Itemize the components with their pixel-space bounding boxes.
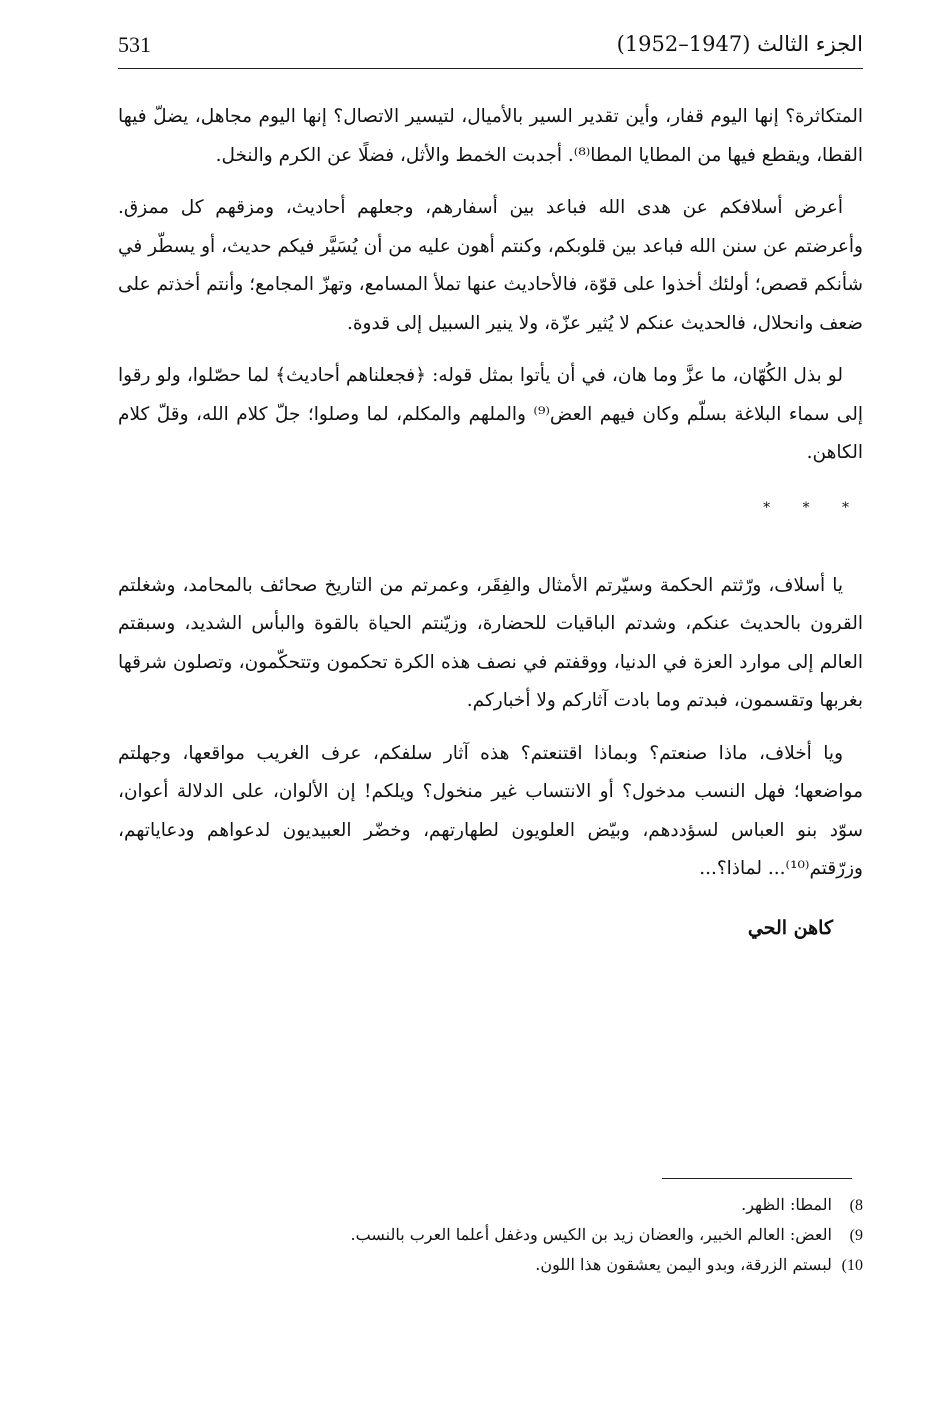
footnote-text: المطا: الظهر.: [741, 1195, 832, 1214]
page-number: 531: [118, 32, 151, 57]
paragraph: أعرض أسلافكم عن هدى الله فباعد بين أسفارهم، وجعلهم أحاديث، ومزقهم كل ممزق. وأعرضتم عن سنن الله فباعد بين قلوبكم، وكنتم أهون عليه من أن يُسَيَّر فيكم حديث، أو يسطّر في شأنكم قصص؛ أولئك أخذوا على قوّة، فالأحاديث عنها تملأ المسامع، وتهزّ المجامع؛ وأنتم أخذتم على ضعف وانحلال، فالحديث عنكم لا يُثير عزّة، ولا ينير السبيل إلى قدوة.: [118, 197, 863, 334]
footnote: [118, 1250, 863, 1280]
main-text: [118, 98, 863, 947]
footnote-number: 10): [841, 1257, 863, 1274]
paragraph: لو بذل الكُهّان، ما عزَّ وما هان، في أن يأتوا بمثل قوله: ﴿فجعلناهم أحاديث﴾ لما حصّلوا، ولو رقوا إلى سماء البلاغة بسلّم وكان فيهم العض⁽⁹⁾ والملهم والمكلم، لما وصلوا؛ جلّ كلام الله، وقلّ كلام الكاهن.: [118, 365, 864, 463]
footnote: [118, 1220, 863, 1250]
signature: كاهن الحي: [747, 916, 833, 939]
footnote: [118, 1190, 863, 1220]
footnote-text: العض: العالم الخبير، والعضان زيد بن الكيس ودغفل أعلما العرب بالنسب.: [350, 1225, 832, 1244]
footnote-number: 8): [849, 1197, 863, 1214]
page-header: [118, 22, 863, 69]
paragraph: يا أسلاف، ورّثتم الحكمة وسيّرتم الأمثال والفِقَر، وعمرتم من التاريخ صحائف بالمحامد، وشغلتم القرون بالحديث عنكم، وشدتم الباقيات للحضارة، وزيّنتم الحياة بالقوة والبأس الشديد، وسبقتم العالم إلى موارد العزة في الدنيا، ووقفتم في نصف هذه الكرة تحكمون وتتحكّمون، وتصلون شرقها بغربها وتقسمون، فبدتم وما بادت آثاركم ولا أخباركم.: [118, 574, 863, 711]
paragraph: ويا أخلاف، ماذا صنعتم؟ وبماذا اقتنعتم؟ هذه آثار سلفكم، عرف الغريب مواقعها، وجهلتم مواضعها؛ فهل النسب مدخول؟ أو الانتساب غير منخول؟ ويلكم! إن الألوان، على الدلالة أعوان، سوّد بنو العباس لسؤددهم، وبيّض العلويون لطهارتهم، وخضّر العبيديون لدعواهم ودعاياتهم، وزرّقتم⁽¹⁰⁾... لماذا؟...: [118, 742, 863, 879]
footnote-rule: [662, 1178, 852, 1179]
footnote-text: لبستم الزرقة، وبدو اليمن يعشقون هذا اللون.: [535, 1255, 832, 1274]
footnote-number: 9): [849, 1227, 863, 1244]
running-head: الجزء الثالث (1947–1952): [616, 32, 863, 56]
paragraph: المتكاثرة؟ إنها اليوم قفار، وأين تقدير السير بالأميال، لتيسير الاتصال؟ إنها اليوم مجاهل، يضلّ فيها القطا، ويقطع فيها من المطايا المطا⁽⁸⁾. أجدبت الخمط والأثل، فضلًا عن الكرم والنخل.: [118, 106, 863, 166]
section-separator: * * *: [763, 499, 863, 516]
footnotes: [118, 1190, 863, 1280]
